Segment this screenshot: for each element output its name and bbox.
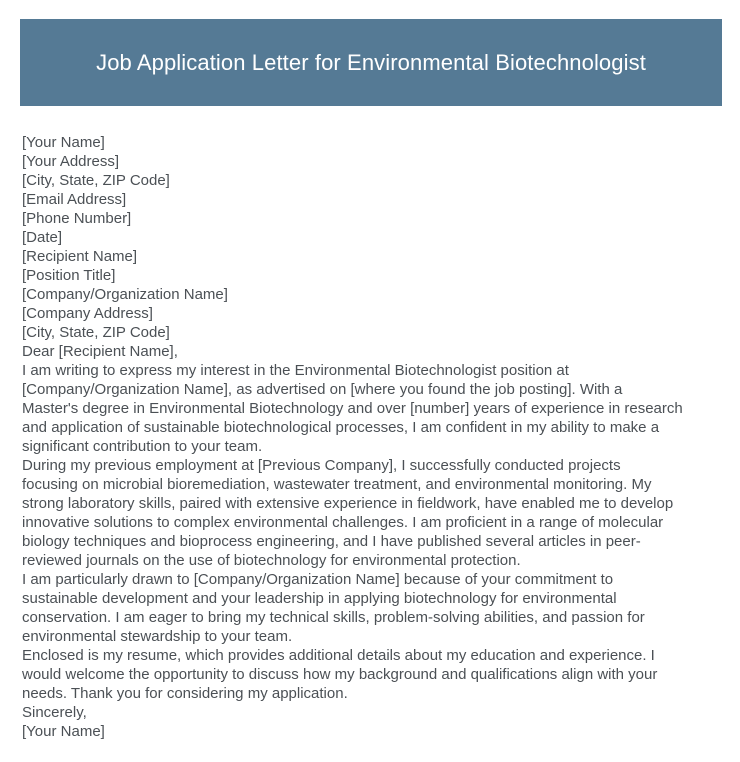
letter-line: Enclosed is my resume, which provides additional details about my education and experience. I: [22, 647, 655, 664]
letter-line: focusing on microbial bioremediation, wastewater treatment, and environmental monitoring. My: [22, 476, 652, 493]
letter-line: [Email Address]: [22, 191, 127, 208]
letter-line: During my previous employment at [Previous Company], I successfully conducted projects: [22, 457, 621, 474]
letter-line: I am particularly drawn to [Company/Organization Name] because of your commitment to: [22, 571, 614, 588]
letter-line: significant contribution to your team.: [22, 438, 263, 455]
letter-line: environmental stewardship to your team.: [22, 628, 293, 645]
letter-line: [Your Address]: [22, 153, 120, 170]
page-title: Job Application Letter for Environmental Biotechnologist: [96, 49, 646, 75]
letter-line: [City, State, ZIP Code]: [22, 324, 170, 341]
letter-line: Dear [Recipient Name],: [22, 343, 178, 360]
letter-line: [Company Address]: [22, 305, 153, 322]
letter-line: Sincerely,: [22, 704, 87, 721]
letter-line: and application of sustainable biotechnological processes, I am confident in my ability to make a: [22, 419, 660, 436]
letter-line: needs. Thank you for considering my application.: [22, 685, 348, 702]
letter-line: I am writing to express my interest in the Environmental Biotechnologist position at: [22, 362, 569, 379]
letter-line: strong laboratory skills, paired with extensive experience in fieldwork, have enabled me to develop: [22, 495, 674, 512]
letter-line: [Date]: [22, 229, 63, 246]
letter-line: [Your Name]: [22, 134, 105, 151]
letter-line: [Your Name]: [22, 723, 105, 740]
letter-line: would welcome the opportunity to discuss how my background and qualifications align with your: [22, 666, 658, 683]
letter-body: [22, 133, 722, 741]
letter-line: [Company/Organization Name], as advertised on [where you found the job posting]. With a: [22, 381, 623, 398]
letter-line: conservation. I am eager to bring my technical skills, problem-solving abilities, and passion for: [22, 609, 645, 626]
letter-line: [Recipient Name]: [22, 248, 138, 265]
letter-line: Master's degree in Environmental Biotechnology and over [number] years of experience in research: [22, 400, 683, 417]
letter-line: [City, State, ZIP Code]: [22, 172, 170, 189]
letter-line: reviewed journals on the use of biotechnology for environmental protection.: [22, 552, 521, 569]
letter-line: biology techniques and bioprocess engineering, and I have published several articles in peer-: [22, 533, 641, 550]
letter-line: [Company/Organization Name]: [22, 286, 228, 303]
letter-line: [Position Title]: [22, 267, 116, 284]
header-banner: [20, 19, 722, 106]
letter-line: sustainable development and your leadership in applying biotechnology for environmental: [22, 590, 617, 607]
letter-line: [Phone Number]: [22, 210, 132, 227]
letter-line: innovative solutions to complex environmental challenges. I am proficient in a range of molecular: [22, 514, 664, 531]
